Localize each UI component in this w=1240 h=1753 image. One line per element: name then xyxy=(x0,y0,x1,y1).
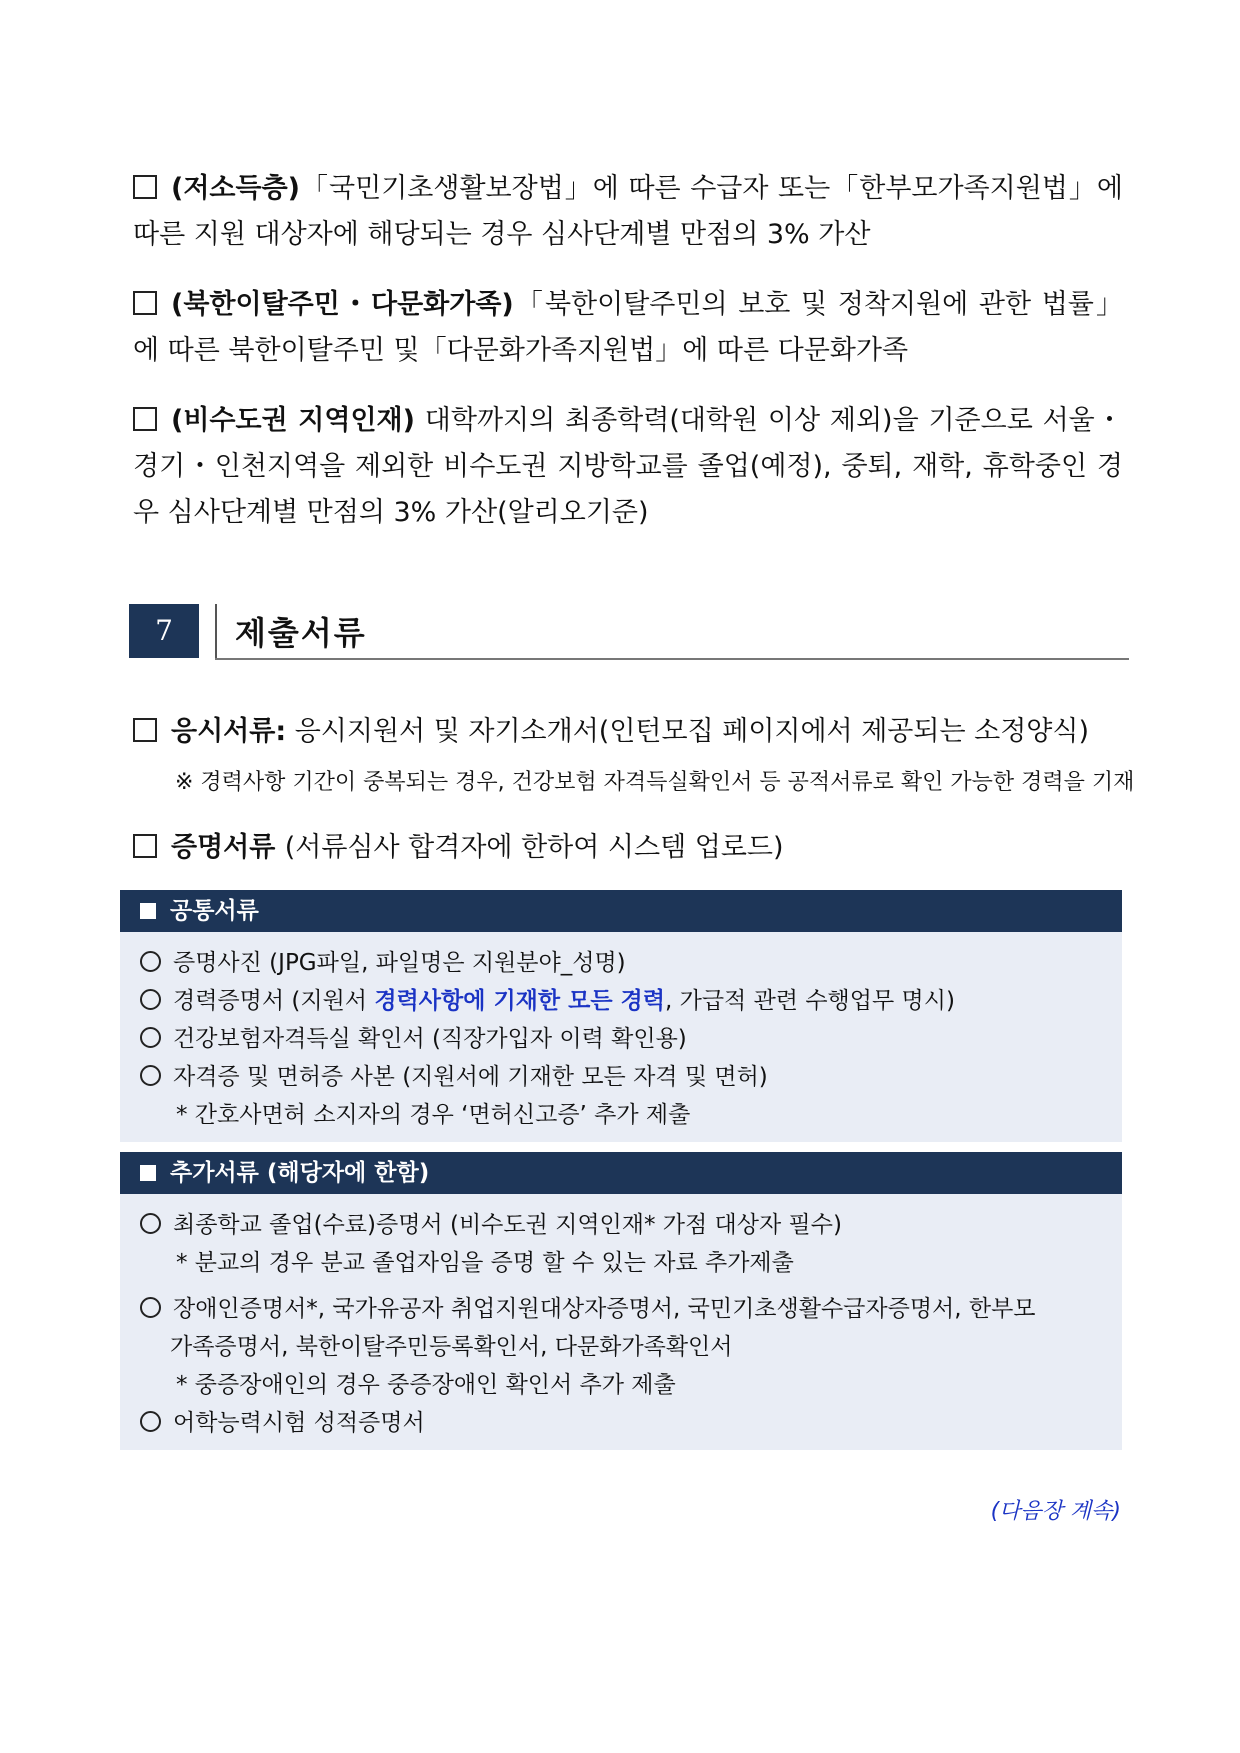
proof-docs-label: 증명서류 xyxy=(171,832,285,863)
section-number: 7 xyxy=(129,604,199,658)
section-title: 제출서류 xyxy=(235,614,367,652)
common-docs-box xyxy=(120,890,1122,1142)
low-income-text: 「국민기초생활보장법」에 따른 수급자 또는「한부모가족지원법」에 따른 지원 대상자에 해당되는 경우 심사단계별 만점의 3% 가산 xyxy=(133,173,1123,250)
defector-text: 「북한이탈주민의 보호 및 정착지원에 관한 법률」에 따른 북한이탈주민 및「다문화가족지원법」에 따른 다문화가족 xyxy=(133,289,1123,366)
common-item-insurance: 건강보험자격득실 확인서 (직장가입자 이력 확인용) xyxy=(173,1026,687,1052)
apply-docs-label: 응시서류: xyxy=(171,716,287,747)
common-docs-header xyxy=(120,890,1122,932)
common-item-career-pre: 경력증명서 (지원서 xyxy=(173,988,375,1014)
square-bullet-icon xyxy=(140,903,156,919)
preference-defector-multicultural xyxy=(133,282,1123,374)
apply-docs-text: 응시지원서 및 자기소개서(인턴모집 페이지에서 제공되는 소정양식) xyxy=(286,716,1089,747)
continued-note: (다음장 계속) xyxy=(990,1499,1121,1524)
common-item-license: 자격증 및 면허증 사본 (지원서에 기재한 모든 자격 및 면허) xyxy=(173,1064,768,1090)
additional-item-certificates-line1: 장애인증명서*, 국가유공자 취업지원대상자증명서, 국민기초생활수급자증명서, 한부모 xyxy=(173,1296,1036,1322)
common-docs-list xyxy=(120,932,1122,1142)
section-divider-horizontal xyxy=(215,658,1129,660)
regional-text: 대학까지의 최종학력(대학원 이상 제외)을 기준으로 서울・경기・인천지역을 제외한 비수도권 지방학교를 졸업(예정), 중퇴, 재학, 휴학중인 경우 심사단계별 만점의 3% 가산(알리오기준) xyxy=(133,405,1123,528)
additional-item-certificates-note: * 중증장애인의 경우 중증장애인 확인서 추가 제출 xyxy=(176,1372,676,1398)
checkbox-square-icon xyxy=(133,407,157,431)
square-bullet-icon xyxy=(140,1165,156,1181)
common-docs-header-label: 공통서류 xyxy=(170,898,259,924)
common-item-career-post: , 가급적 관련 수행업무 명시) xyxy=(664,988,955,1014)
apply-docs-note: ※ 경력사항 기간이 중복되는 경우, 건강보험 자격득실확인서 등 공적서류로 확인 가능한 경력을 기재 xyxy=(175,770,1135,795)
list-item xyxy=(140,1290,1122,1328)
preference-regional-talent xyxy=(133,398,1123,536)
proof-docs-text: (서류심사 합격자에 한하여 시스템 업로드) xyxy=(284,832,784,863)
circle-bullet-icon xyxy=(140,1297,161,1318)
checkbox-square-icon xyxy=(133,291,157,315)
list-item xyxy=(140,1206,1122,1244)
common-item-license-note: * 간호사면허 소지자의 경우 ‘면허신고증’ 추가 제출 xyxy=(176,1102,691,1128)
preference-low-income xyxy=(133,166,1123,258)
additional-docs-list xyxy=(120,1194,1122,1450)
section-divider-vertical xyxy=(215,604,217,660)
circle-bullet-icon xyxy=(140,1213,161,1234)
additional-item-language: 어학능력시험 성적증명서 xyxy=(173,1410,425,1436)
common-item-career-highlight: 경력사항에 기재한 모든 경력 xyxy=(374,988,665,1014)
additional-docs-box xyxy=(120,1152,1122,1450)
checkbox-square-icon xyxy=(133,175,157,199)
proof-docs xyxy=(133,825,1123,871)
list-item xyxy=(140,1058,1122,1096)
defector-label: (북한이탈주민・다문화가족) xyxy=(171,289,514,320)
additional-item-graduation-note: * 분교의 경우 분교 졸업자임을 증명 할 수 있는 자료 추가제출 xyxy=(176,1250,794,1276)
list-item xyxy=(140,944,1122,982)
additional-item-certificates-line2: 가족증명서, 북한이탈주민등록확인서, 다문화가족확인서 xyxy=(170,1334,733,1360)
list-item xyxy=(140,982,1122,1020)
checkbox-square-icon xyxy=(133,718,157,742)
circle-bullet-icon xyxy=(140,1411,161,1432)
checkbox-square-icon xyxy=(133,834,157,858)
apply-docs xyxy=(133,709,1123,755)
low-income-label: (저소득층) xyxy=(171,173,301,204)
additional-item-graduation: 최종학교 졸업(수료)증명서 (비수도권 지역인재* 가점 대상자 필수) xyxy=(173,1212,842,1238)
circle-bullet-icon xyxy=(140,951,161,972)
additional-docs-header-label: 추가서류 (해당자에 한함) xyxy=(170,1160,430,1186)
circle-bullet-icon xyxy=(140,1027,161,1048)
list-item xyxy=(140,1404,1122,1442)
circle-bullet-icon xyxy=(140,989,161,1010)
circle-bullet-icon xyxy=(140,1065,161,1086)
list-item xyxy=(140,1020,1122,1058)
regional-label: (비수도권 지역인재) xyxy=(171,405,415,436)
additional-docs-header xyxy=(120,1152,1122,1194)
section-header xyxy=(129,604,1129,660)
common-item-photo: 증명사진 (JPG파일, 파일명은 지원분야_성명) xyxy=(173,950,626,976)
